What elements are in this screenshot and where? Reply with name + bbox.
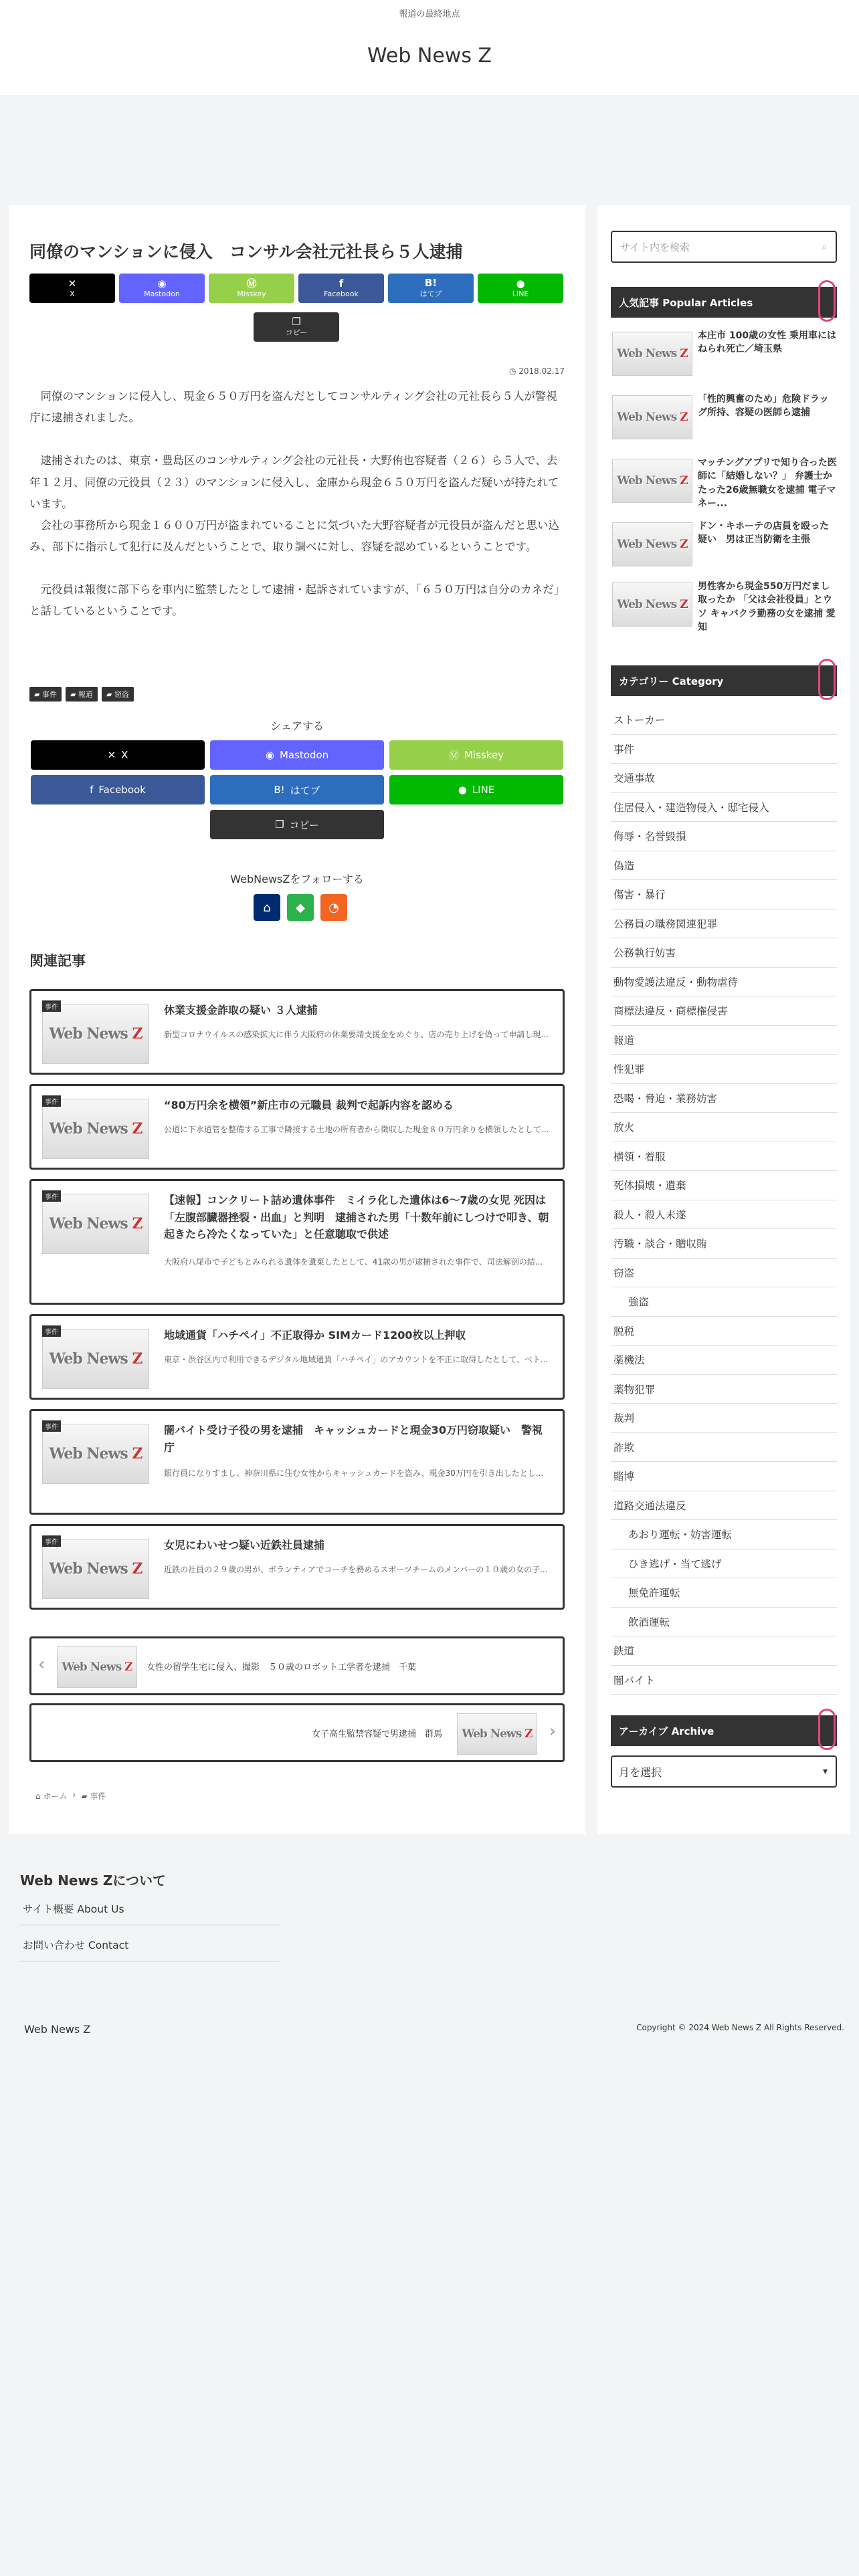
related-article-card[interactable]: [29, 1409, 565, 1515]
follow-feedly-button[interactable]: [287, 894, 314, 921]
breadcrumb-home[interactable]: ⌂ ホーム: [35, 1792, 68, 1801]
related-article-title: 地域通貨「ハチペイ」不正取得か SIMカード1200枚以上押収: [164, 1329, 466, 1341]
next-article-link[interactable]: [29, 1703, 565, 1762]
home-icon: ⌂: [263, 900, 271, 915]
article-thumbnail: [42, 1194, 149, 1254]
article-thumbnail: [42, 1004, 149, 1064]
article-thumbnail: [612, 332, 692, 376]
thumbnail-logo: Web News Z: [49, 1445, 142, 1463]
share-facebook-button[interactable]: f Facebook: [31, 775, 205, 804]
search-input[interactable]: サイト内を検索 ⌕: [611, 231, 837, 263]
article-body: [29, 386, 565, 623]
popular-article-item[interactable]: [611, 329, 837, 379]
thumbnail-logo: Web News Z: [49, 1560, 142, 1578]
category-item[interactable]: 強盗: [611, 1287, 837, 1317]
category-item[interactable]: 恐喝・脅迫・業務妨害: [611, 1084, 837, 1113]
category-item[interactable]: 薬機法: [611, 1346, 837, 1375]
footer-about-title: Web News Zについて: [20, 1872, 166, 1889]
related-article-card[interactable]: [29, 1179, 565, 1305]
popular-article-title: 男性客から現金550万円だまし取ったか 「父は会社役員」とウソ キャバクラ勤務の女を逮捕 愛知: [698, 581, 836, 633]
thumbnail-logo: Web News Z: [49, 1350, 142, 1368]
article-paragraph: 同僚のマンションに侵入し、現金６５０万円を盗んだとしてコンサルティング会社の元社長ら５人が警視庁に逮捕されました。: [29, 390, 557, 425]
footer-site-name[interactable]: Web News Z: [24, 2023, 91, 2036]
chevron-right-icon: ›: [72, 1790, 76, 1800]
category-item[interactable]: 脱税: [611, 1317, 837, 1346]
share-copy-button[interactable]: ❐ コピー: [254, 312, 339, 342]
share-buttons-bottom: [31, 740, 563, 839]
copy-icon: ❐: [275, 819, 284, 831]
category-item[interactable]: 窃盗: [611, 1259, 837, 1288]
category-item[interactable]: 偽造: [611, 851, 837, 881]
tag-link[interactable]: ▰ 窃盗: [102, 687, 134, 702]
mastodon-icon: ◉: [157, 278, 167, 290]
article-paragraph: 会社の事務所から現金１６００万円が盗まれていることに気づいた大野容疑者が元役員が盗んだと思い込み、部下に指示して犯行に及んだということで、取り調べに対し、容疑を認めているということです。: [29, 518, 559, 554]
sidebar: [597, 205, 850, 1834]
article-thumbnail: [612, 395, 692, 439]
follow-rss-button[interactable]: [320, 894, 347, 921]
popular-article-title: 本庄市 100歳の女性 乗用車にはねられ死亡／埼玉県: [698, 330, 836, 355]
category-item[interactable]: 詐欺: [611, 1433, 837, 1463]
related-article-snippet: 新型コロナウイルスの感染拡大に伴う大阪府の休業要請支援金をめぐり、店の売り上げを偽って申請し現...: [164, 1030, 549, 1039]
home-icon: ⌂: [35, 1792, 41, 1801]
feedly-icon: ◆: [296, 900, 305, 915]
article-thumbnail: [42, 1099, 149, 1159]
thumbnail-logo: Web News Z: [617, 598, 688, 611]
related-article-title: “80万円余を横領”新庄市の元職員 裁判で起訴内容を認める: [164, 1099, 454, 1111]
related-article-card[interactable]: [29, 1524, 565, 1610]
related-article-title: 休業支援金詐取の疑い ３人逮捕: [164, 1004, 318, 1016]
article-tags: [29, 687, 134, 702]
share-hatebu-button[interactable]: B! はてブ: [210, 775, 384, 804]
hatebu-icon: B!: [424, 276, 438, 289]
category-item[interactable]: 横領・着服: [611, 1142, 837, 1172]
category-item[interactable]: 賭博: [611, 1462, 837, 1491]
category-badge: 事件: [42, 1420, 61, 1432]
follow-home-button[interactable]: [254, 894, 280, 921]
search-icon[interactable]: ⌕: [822, 240, 828, 253]
chevron-down-icon: ▾: [822, 1766, 828, 1777]
related-article-title: 【速報】コンクリート詰め遺体事件 ミイラ化した遺体は6～7歳の女児 死因は「左腹部臓器挫裂・出血」と判明 逮捕された男「十数年前にしつけで叩き、朝起きたら冷たくなっていた」と任意聴取で供述: [164, 1194, 549, 1241]
site-tagline: 報道の最終地点: [399, 9, 460, 19]
paperclip-icon: [818, 659, 836, 700]
category-item[interactable]: 傷害・暴行: [611, 880, 837, 909]
category-item[interactable]: 裁判: [611, 1404, 837, 1433]
related-article-snippet: 近鉄の社員の２９歳の男が、ボランティアでコーチを務めるスポーツチームのメンバーの１０歳の女の子...: [164, 1565, 548, 1574]
related-article-snippet: 東京・渋谷区内で利用できるデジタル地域通貨「ハチペイ」のアカウントを不正に取得したとして、ベト...: [164, 1355, 549, 1364]
popular-articles-title: 人気記事 Popular Articles: [611, 287, 837, 318]
chevron-left-icon: ‹: [38, 1654, 45, 1675]
thumbnail-logo: Web News Z: [49, 1025, 142, 1043]
archive-widget-title: アーカイブ Archive: [611, 1715, 837, 1746]
tag-link[interactable]: ▰ 報道: [66, 687, 98, 702]
category-badge: 事件: [42, 1095, 61, 1107]
popular-article-item[interactable]: [611, 520, 837, 569]
category-item[interactable]: 侮辱・名誉毀損: [611, 822, 837, 851]
rss-icon: ◔: [328, 900, 339, 915]
category-item[interactable]: 道路交通法違反: [611, 1491, 837, 1521]
site-header: [0, 0, 859, 95]
folder-icon: ▰: [34, 690, 40, 699]
related-article-title: 闇バイト受け子役の男を逮捕 キャッシュカードと現金30万円窃取疑い 警視庁: [164, 1424, 543, 1454]
category-item[interactable]: ストーカー: [611, 706, 837, 735]
site-footer: [0, 1834, 859, 2576]
category-item[interactable]: 汚職・談合・贈収賄: [611, 1229, 837, 1259]
share-hatebu-button[interactable]: B! はてブ: [388, 274, 474, 303]
article-thumbnail: [612, 582, 692, 627]
share-misskey-button[interactable]: Ⓜ Misskey: [389, 740, 563, 770]
breadcrumb: [35, 1790, 106, 1802]
article-thumbnail: [42, 1424, 149, 1484]
thumbnail-logo: Web News Z: [617, 411, 688, 424]
share-x-button[interactable]: ✕ X: [31, 740, 205, 770]
share-buttons-top: [29, 274, 563, 303]
article-title: 同僚のマンションに侵入 コンサル会社元社長ら５人逮捕: [29, 242, 463, 261]
article-thumbnail: [612, 459, 692, 503]
article-thumbnail: [612, 522, 692, 566]
prev-article-title: 女性の留学生宅に侵入、撮影 ５０歳のロボット工学者を逮捕 千葉: [147, 1662, 417, 1673]
x-icon: ✕: [68, 278, 77, 290]
category-item[interactable]: 商標法違反・商標権侵害: [611, 996, 837, 1026]
article-thumbnail: [42, 1539, 149, 1599]
category-item[interactable]: 鉄道: [611, 1636, 837, 1666]
paperclip-icon: [818, 280, 836, 322]
share-line-button[interactable]: ● LINE: [389, 775, 563, 804]
category-item[interactable]: 放火: [611, 1113, 837, 1142]
thumbnail-logo: Web News Z: [49, 1215, 142, 1232]
related-article-snippet: 銀行員になりすまし、神奈川県に住む女性からキャッシュカードを盗み、現金30万円を引き出したとし...: [164, 1469, 544, 1478]
article-thumbnail: [57, 1646, 137, 1688]
article-thumbnail: [42, 1329, 149, 1389]
line-icon: ●: [458, 784, 467, 796]
site-title[interactable]: Web News Z: [367, 44, 492, 68]
related-article-snippet: 公道に下水道管を整備する工事で隣接する土地の所有者から徴収した現金８０万円余りを横領したとして...: [164, 1125, 549, 1134]
category-item[interactable]: 闇バイト: [611, 1666, 837, 1695]
thumbnail-logo: Web News Z: [462, 1727, 533, 1741]
category-item[interactable]: 飲酒運転: [611, 1608, 837, 1637]
mastodon-icon: ◉: [265, 749, 274, 761]
archive-select[interactable]: 月を選択 ▾: [611, 1755, 837, 1788]
popular-article-title: ドン・キホーテの店員を殴った疑い 男は正当防衛を主張: [698, 521, 829, 546]
post-date: ◷ 2018.02.17: [508, 366, 565, 376]
popular-article-item[interactable]: [611, 393, 837, 442]
article-thumbnail: [457, 1713, 537, 1755]
share-copy-button[interactable]: ❐ コピー: [210, 810, 384, 839]
copyright: Copyright © 2024 Web News Z All Rights Reserved.: [636, 2023, 844, 2032]
share-facebook-button[interactable]: f Facebook: [298, 274, 384, 303]
thumbnail-logo: Web News Z: [49, 1120, 142, 1138]
prev-article-link[interactable]: [29, 1636, 565, 1695]
thumbnail-logo: Web News Z: [617, 347, 688, 360]
category-item[interactable]: 薬物犯罪: [611, 1375, 837, 1404]
category-badge: 事件: [42, 1535, 61, 1547]
hatebu-icon: B!: [274, 784, 285, 796]
category-item[interactable]: ひき逃げ・当て逃げ: [611, 1549, 837, 1579]
related-article-card[interactable]: [29, 989, 565, 1075]
category-item[interactable]: あおり運転・妨害運転: [611, 1520, 837, 1549]
popular-article-title: 「性的興奮のため」危険ドラッグ所持、容疑の医師ら逮捕: [698, 394, 829, 419]
share-label: シェアする: [270, 720, 324, 732]
related-article-card[interactable]: [29, 1314, 565, 1400]
thumbnail-logo: Web News Z: [617, 474, 688, 488]
share-x-button[interactable]: ✕ X: [29, 274, 115, 303]
category-item[interactable]: 事件: [611, 735, 837, 764]
thumbnail-logo: Web News Z: [62, 1660, 132, 1674]
category-item[interactable]: 無免許運転: [611, 1578, 837, 1608]
footer-link-contact[interactable]: お問い合わせ Contact: [20, 1928, 280, 1961]
related-article-card[interactable]: [29, 1084, 565, 1170]
category-item[interactable]: 住居侵入・建造物侵入・邸宅侵入: [611, 793, 837, 823]
misskey-icon: Ⓜ: [448, 749, 459, 762]
chevron-right-icon: ›: [549, 1721, 556, 1741]
category-item[interactable]: 公務執行妨害: [611, 938, 837, 968]
related-article-snippet: 大阪府八尾市で子どもとみられる遺体を遺棄したとして、41歳の男が逮捕された事件で、司法解剖の結...: [164, 1257, 543, 1267]
category-item[interactable]: 死体損壊・遺棄: [611, 1171, 837, 1200]
share-line-button[interactable]: ● LINE: [478, 274, 563, 303]
x-icon: ✕: [107, 749, 116, 761]
related-articles-title: 関連記事: [29, 953, 86, 969]
folder-icon: ▰: [70, 690, 76, 699]
misskey-icon: Ⓜ: [246, 278, 257, 290]
category-badge: 事件: [42, 1190, 61, 1202]
category-item[interactable]: 動物愛護法違反・動物虐待: [611, 968, 837, 997]
category-item[interactable]: 報道: [611, 1026, 837, 1055]
share-mastodon-button[interactable]: ◉ Mastodon: [210, 740, 384, 770]
footer-link-about[interactable]: サイト概要 About Us: [20, 1892, 280, 1925]
article-paragraph: 元役員は報復に部下らを車内に監禁したとして逮捕・起訴されていますが、「６５０万円は自分のカネだ」と話しているということです。: [29, 583, 559, 618]
follow-label: WebNewsZをフォローする: [230, 873, 364, 885]
share-misskey-button[interactable]: Ⓜ Misskey: [209, 274, 294, 303]
folder-icon: ▰: [106, 690, 112, 699]
category-badge: 事件: [42, 1325, 61, 1337]
main-content: [9, 205, 585, 1834]
popular-article-title: マッチングアプリで知り合った医師に「結婚しない？」 弁護士かたった26歳無職女を逮捕 電子マネー...: [698, 457, 837, 509]
paperclip-icon: [818, 1709, 836, 1750]
folder-icon: ▰: [81, 1792, 88, 1801]
category-list: [611, 706, 837, 1695]
related-article-title: 女児にわいせつ疑い近鉄社員逮捕: [164, 1539, 325, 1551]
tag-link[interactable]: ▰ 事件: [29, 687, 62, 702]
category-item[interactable]: 性犯罪: [611, 1055, 837, 1084]
article-paragraph: 逮捕されたのは、東京・豊島区のコンサルティング会社の元社長・大野侑也容疑者（２６）ら５人で、去年１２月、同僚の元役員（２３）のマンションに侵入し、金庫から現金６５０万円を盗んだ疑いが持たれています。: [29, 454, 559, 510]
share-mastodon-button[interactable]: ◉ Mastodon: [119, 274, 205, 303]
popular-article-item[interactable]: [611, 580, 837, 633]
copy-icon: ❐: [292, 315, 301, 328]
facebook-icon: f: [339, 278, 344, 290]
thumbnail-logo: Web News Z: [617, 538, 688, 551]
clock-icon: ◷: [508, 366, 516, 376]
breadcrumb-category[interactable]: ▰ 事件: [81, 1792, 106, 1801]
next-article-title: 女子高生監禁容疑で男逮捕 群馬: [311, 1729, 442, 1739]
follow-buttons: [254, 894, 347, 921]
category-item[interactable]: 交通事故: [611, 764, 837, 793]
category-item[interactable]: 殺人・殺人未遂: [611, 1200, 837, 1230]
facebook-icon: f: [90, 784, 94, 796]
line-icon: ●: [516, 278, 525, 290]
category-item[interactable]: 公務員の職務関連犯罪: [611, 909, 837, 939]
category-widget-title: カテゴリー Category: [611, 665, 837, 696]
popular-article-item[interactable]: [611, 456, 837, 509]
category-badge: 事件: [42, 1000, 61, 1012]
